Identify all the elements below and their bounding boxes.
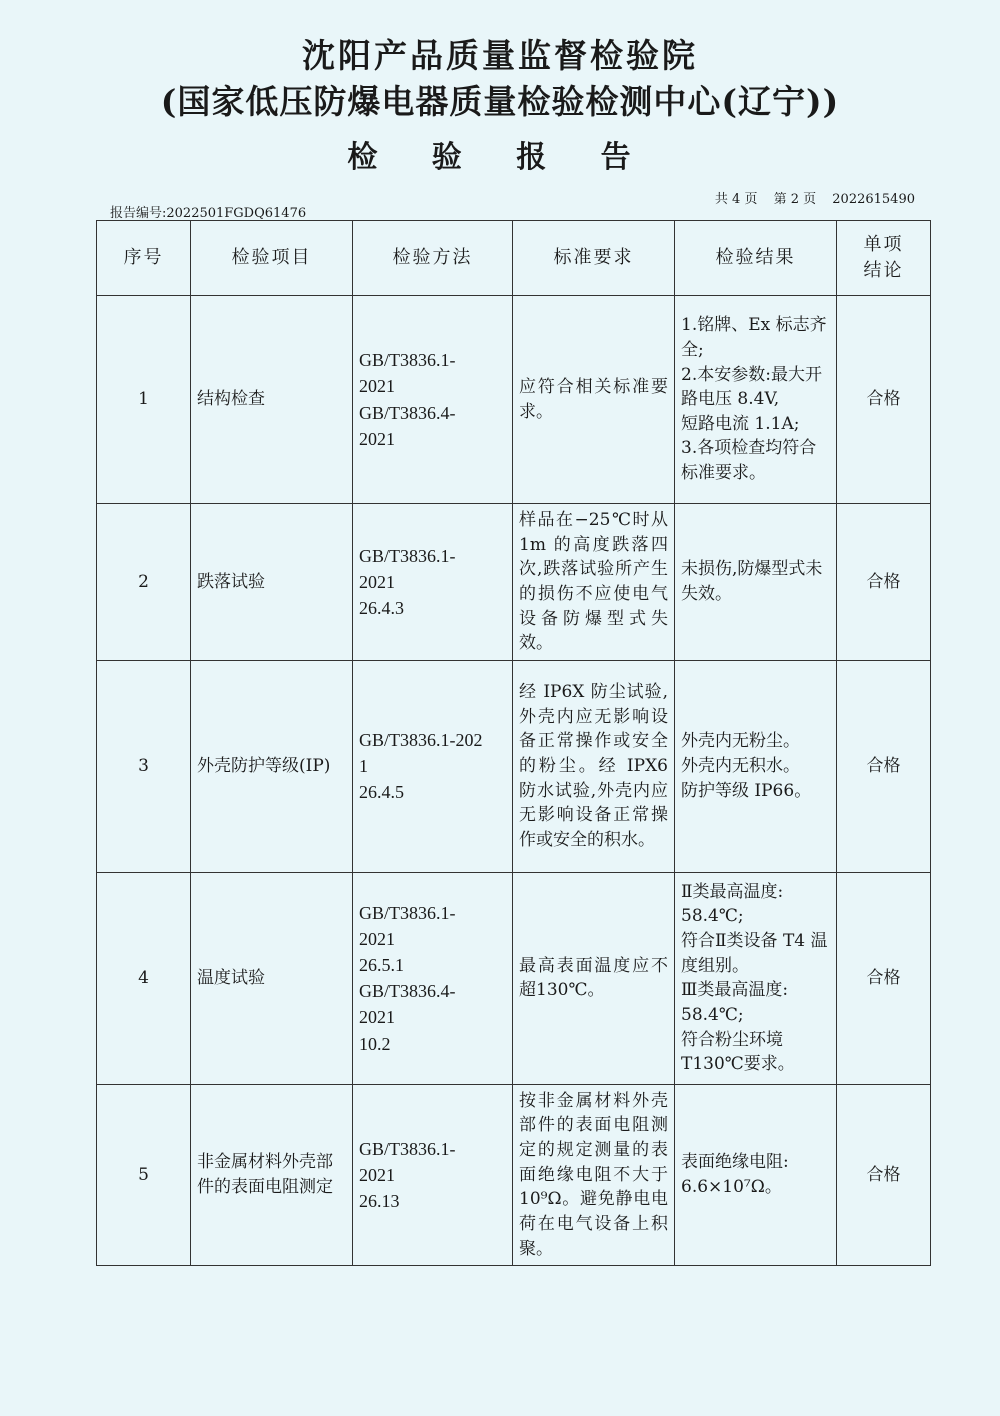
serial-number: 2022615490 bbox=[832, 192, 915, 207]
row-item: 非金属材料外壳部件的表面电阻测定 bbox=[191, 1084, 353, 1265]
table-row bbox=[97, 504, 931, 661]
row-no: 5 bbox=[97, 1084, 191, 1265]
page-number: 第 2 页 bbox=[773, 192, 817, 207]
row-conclusion: 合格 bbox=[837, 1084, 931, 1265]
row-requirement: 按非金属材料外壳部件的表面电阻测定的规定测量的表面绝缘电阻不大于10⁹Ω。避免静电电荷在电气设备上积聚。 bbox=[513, 1084, 675, 1265]
row-method: GB/T3836.1-202 1 26.4.5 bbox=[353, 660, 513, 872]
row-conclusion: 合格 bbox=[837, 504, 931, 661]
header-conclusion: 单项 结论 bbox=[837, 221, 931, 296]
row-item: 结构检查 bbox=[191, 296, 353, 504]
row-conclusion: 合格 bbox=[837, 872, 931, 1084]
row-no: 4 bbox=[97, 872, 191, 1084]
row-no: 1 bbox=[97, 296, 191, 504]
report-title: 检 验 报 告 bbox=[347, 140, 653, 175]
report-number: 报告编号:2022501FGDQ61476 bbox=[110, 206, 307, 221]
row-no: 3 bbox=[97, 660, 191, 872]
row-method: GB/T3836.1- 2021 26.4.3 bbox=[353, 504, 513, 661]
row-method: GB/T3836.1- 2021 26.5.1 GB/T3836.4- 2021 10.2 bbox=[353, 872, 513, 1084]
row-requirement: 样品在−25℃时从 1m 的高度跌落四次,跌落试验所产生的损伤不应使电气设备防爆型式失效。 bbox=[513, 504, 675, 661]
row-item: 外壳防护等级(IP) bbox=[191, 660, 353, 872]
row-result: 未损伤,防爆型式未失效。 bbox=[675, 504, 837, 661]
page-info bbox=[703, 188, 915, 207]
row-method: GB/T3836.1- 2021 GB/T3836.4- 2021 bbox=[353, 296, 513, 504]
row-result: 表面绝缘电阻: 6.6×10⁷Ω。 bbox=[675, 1084, 837, 1265]
row-result: 1.铭牌、Ex 标志齐全; 2.本安参数:最大开路电压 8.4V, 短路电流 1.1A; 3.各项检查均符合标准要求。 bbox=[675, 296, 837, 504]
header-requirement: 标准要求 bbox=[513, 221, 675, 296]
row-requirement: 应符合相关标准要求。 bbox=[513, 296, 675, 504]
inspection-table bbox=[96, 220, 931, 1266]
row-method: GB/T3836.1- 2021 26.13 bbox=[353, 1084, 513, 1265]
center-subtitle: (国家低压防爆电器质量检验检测中心(辽宁)) bbox=[160, 82, 840, 121]
header-no: 序号 bbox=[97, 221, 191, 296]
table-row bbox=[97, 1084, 931, 1265]
table-header-row bbox=[97, 221, 931, 296]
table-row bbox=[97, 872, 931, 1084]
row-item: 跌落试验 bbox=[191, 504, 353, 661]
row-conclusion: 合格 bbox=[837, 660, 931, 872]
row-requirement: 经 IP6X 防尘试验,外壳内应无影响设备正常操作或安全的粉尘。经 IPX6 防水试验,外壳内应无影响设备正常操作或安全的积水。 bbox=[513, 660, 675, 872]
header-method: 检验方法 bbox=[353, 221, 513, 296]
row-conclusion: 合格 bbox=[837, 296, 931, 504]
table-row bbox=[97, 660, 931, 872]
row-item: 温度试验 bbox=[191, 872, 353, 1084]
total-pages: 共 4 页 bbox=[714, 192, 758, 207]
row-requirement: 最高表面温度应不超130℃。 bbox=[513, 872, 675, 1084]
table-row bbox=[97, 296, 931, 504]
row-result: 外壳内无粉尘。 外壳内无积水。 防护等级 IP66。 bbox=[675, 660, 837, 872]
header-item: 检验项目 bbox=[191, 221, 353, 296]
row-no: 2 bbox=[97, 504, 191, 661]
row-result: Ⅱ类最高温度: 58.4℃; 符合Ⅱ类设备 T4 温度组别。 Ⅲ类最高温度: 58.4℃; 符合粉尘环境 T130℃要求。 bbox=[675, 872, 837, 1084]
header-result: 检验结果 bbox=[675, 221, 837, 296]
institute-title: 沈阳产品质量监督检验院 bbox=[302, 36, 698, 75]
